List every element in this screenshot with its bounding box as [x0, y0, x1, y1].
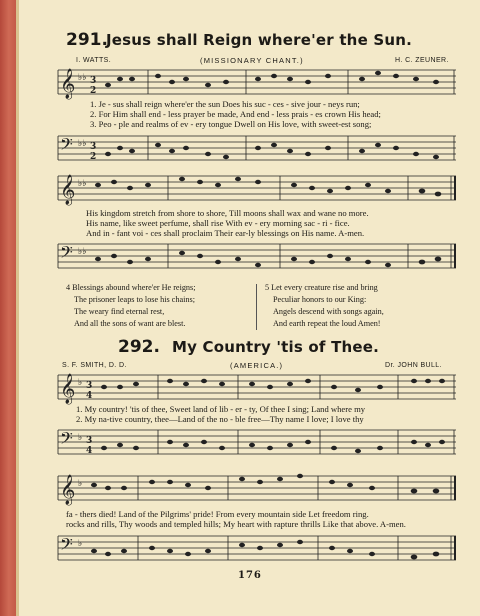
- hymn-292-tune: (AMERICA.): [230, 361, 284, 370]
- hymn-292-treble-staff-1: [58, 371, 458, 405]
- svg-text:♭: ♭: [78, 479, 83, 489]
- page-gutter: [16, 0, 19, 616]
- hymn-291-stanza-5-line: Angels descend with songs again,: [273, 307, 384, 316]
- hymn-291-stanza-5-line: And earth repeat the loud Amen!: [273, 319, 381, 328]
- stanza-divider: [256, 284, 257, 330]
- hymn-291-composer: H. C. ZEUNER.: [395, 57, 449, 64]
- svg-text:𝄢: 𝄢: [60, 534, 73, 558]
- hymn-291-stanza-5-line: Peculiar honors to our King:: [273, 295, 367, 304]
- hymn-292-treble-staff-2: [58, 472, 458, 506]
- hymn-291-bass-staff-1: [58, 132, 458, 166]
- hymn-292-number: 292.: [118, 337, 160, 357]
- svg-text:♭: ♭: [78, 433, 83, 443]
- hymn-291-stanza-4-line: 4 Blessings abound where'er He reigns;: [66, 283, 196, 292]
- hymn-292-bass-staff-1: [58, 426, 458, 460]
- hymn-292-lyric-line: fa - thers died! Land of the Pilgrims' pride! From every mountain side Let freedom ring.: [66, 509, 369, 519]
- hymn-291-title: Jesus shall Reign where'er the Sun.: [106, 31, 413, 49]
- hymn-291-stanza-4-line: The weary find eternal rest,: [74, 307, 165, 316]
- svg-text:♭♭: ♭♭: [78, 247, 87, 257]
- svg-text:𝄞: 𝄞: [60, 175, 76, 205]
- hymn-292-title: My Country 'tis of Thee.: [172, 338, 380, 356]
- svg-text:♭: ♭: [78, 378, 83, 388]
- page-number: 176: [238, 570, 262, 581]
- svg-text:3: 3: [90, 76, 97, 86]
- hymn-292-author: S. F. SMITH, D. D.: [62, 362, 127, 369]
- hymn-291-stanza-5-line: 5 Let every creature rise and bring: [265, 283, 378, 292]
- svg-text:3: 3: [90, 142, 97, 152]
- hymn-291-author: I. WATTS.: [76, 57, 112, 64]
- hymn-291-treble-staff-1: [58, 66, 458, 100]
- svg-text:𝄢: 𝄢: [60, 134, 73, 158]
- svg-text:2: 2: [90, 152, 97, 162]
- hymn-291-lyric-line: And in - fant voi - ces shall proclaim Their ear-ly blessings on His name. A-men.: [86, 228, 365, 238]
- hymn-292-lyric-line: 2. My na-tive country, thee—Land of the no - ble free—Thy name I love; I love thy: [76, 414, 364, 424]
- svg-text:𝄞: 𝄞: [60, 374, 76, 404]
- svg-text:♭♭: ♭♭: [78, 73, 87, 83]
- hymn-291-lyric-line: 2. For Him shall end - less prayer be made, And end - less prais - es crown His head;: [90, 109, 381, 119]
- hymn-291-lyric-line: His kingdom stretch from shore to shore, Till moons shall wax and wane no more.: [86, 208, 369, 218]
- svg-text:2: 2: [90, 86, 97, 96]
- hymn-291-bass-staff-2: [58, 240, 458, 274]
- svg-text:3: 3: [86, 381, 93, 391]
- svg-text:♭♭: ♭♭: [78, 179, 87, 189]
- svg-text:𝄢: 𝄢: [60, 242, 73, 266]
- hymn-291-number: 291.: [66, 30, 108, 50]
- hymn-291-stanza-4-line: And all the sons of want are blest.: [74, 319, 186, 328]
- hymn-291-treble-staff-2: [58, 172, 458, 206]
- hymn-291-lyric-line: 3. Peo - ple and realms of ev - ery tongue Dwell on His love, with sweet-est song;: [90, 119, 372, 129]
- book-spine-edge: [0, 0, 16, 616]
- hymn-291-lyric-line: 1. Je - sus shall reign where'er the sun Does his suc - ces - sive jour - neys run;: [90, 99, 360, 109]
- hymn-291-lyric-line: His name, like sweet perfume, shall rise With ev - ery morning sac - ri - fice.: [86, 218, 350, 228]
- hymn-292-composer: Dr. JOHN BULL.: [385, 362, 442, 369]
- hymn-291-tune: (MISSIONARY CHANT.): [200, 56, 304, 65]
- svg-text:4: 4: [86, 391, 93, 401]
- svg-text:♭: ♭: [78, 539, 83, 549]
- hymn-292-lyric-line: rocks and rills, Thy woods and templed hills; My heart with rapture thrills Like that above. A-men.: [66, 519, 406, 529]
- hymn-292-bass-staff-2: [58, 532, 458, 566]
- svg-text:♭♭: ♭♭: [78, 139, 87, 149]
- svg-text:𝄢: 𝄢: [60, 428, 73, 452]
- hymn-292-lyric-line: 1. My country! 'tis of thee, Sweet land of lib - er - ty, Of thee I sing; Land where my: [76, 404, 366, 414]
- svg-text:4: 4: [86, 446, 93, 456]
- hymn-291-stanza-4-line: The prisoner leaps to lose his chains;: [74, 295, 195, 304]
- svg-text:𝄞: 𝄞: [60, 475, 76, 505]
- svg-text:𝄞: 𝄞: [60, 69, 76, 99]
- svg-text:3: 3: [86, 436, 93, 446]
